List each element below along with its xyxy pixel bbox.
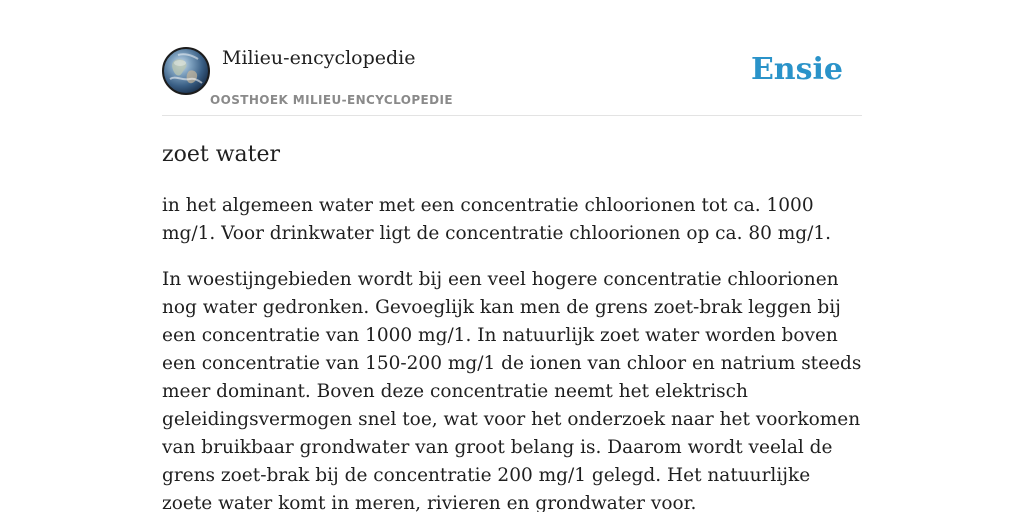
article-body [162, 192, 862, 512]
encyclopedia-title[interactable]: Milieu-encyclopedie [222, 47, 416, 69]
article-paragraph: in het algemeen water met een concentratie chloorionen tot ca. 1000 mg/1. Voor drinkwater ligt de concentratie chloorionen op ca. 80 mg/1. [162, 195, 832, 244]
brand-logo-link[interactable]: Ensie [750, 52, 843, 87]
header [162, 0, 862, 116]
article-term-heading: zoet water [162, 142, 281, 167]
encyclopedia-subtitle[interactable]: OOSTHOEK MILIEU-ENCYCLOPEDIE [210, 93, 453, 107]
page [162, 0, 862, 512]
earth-globe-icon[interactable] [162, 47, 210, 95]
article-paragraph: In woestijngebieden wordt bij een veel hogere concentratie chloorionen nog water gedronken. Gevoeglijk kan men de grens zoet-brak leggen bij een concentratie van 1000 mg/1. In natuurlijk zoet water worden boven een concentratie van 150-200 mg/1 de ionen van chloor en natrium steeds meer dominant. Boven deze concentratie neemt het elektrisch geleidingsvermogen snel toe, wat voor het onderzoek naar het voorkomen van bruikbaar grondwater van groot belang is. Daarom wordt veelal de grens zoet-brak bij de concentratie 200 mg/1 gelegd. Het natuurlijke zoete water komt in meren, rivieren en grondwater voor. [162, 269, 862, 512]
